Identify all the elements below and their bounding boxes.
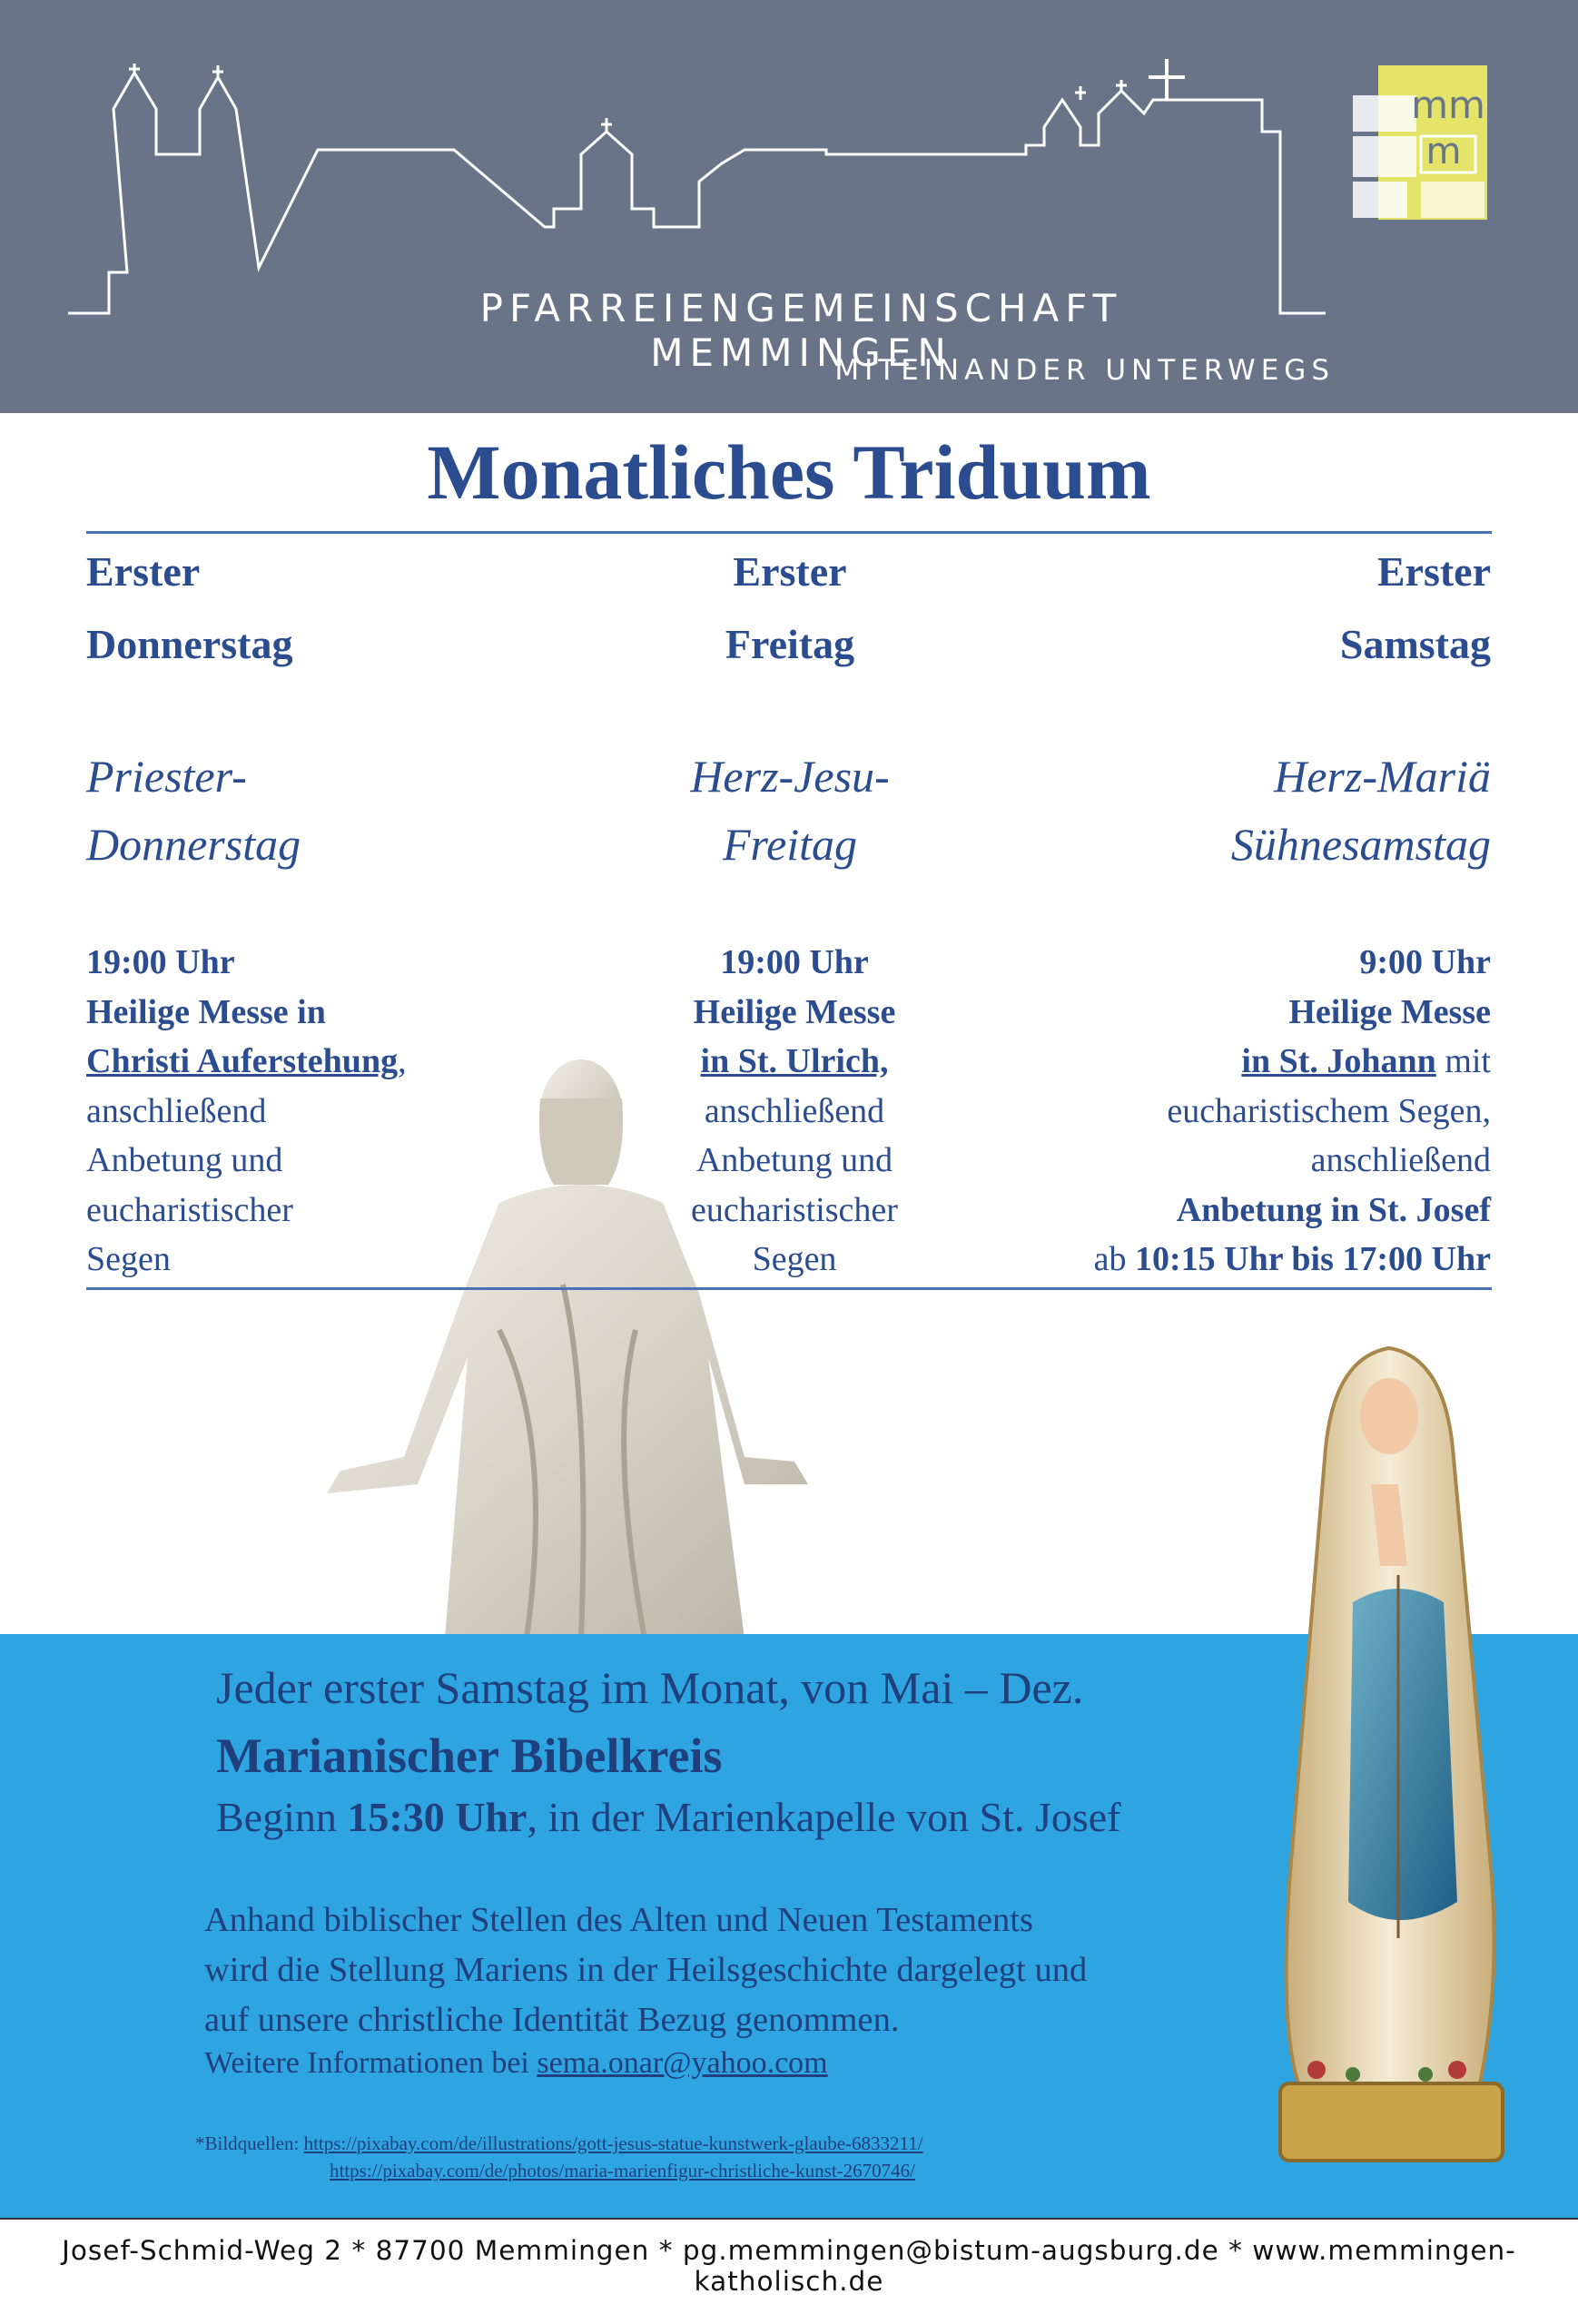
footer-contact: Josef-Schmid-Weg 2 * 87700 Memmingen * pg.memmingen@bistum-augsburg.de * www.memmingen-katholisch.de — [62, 2235, 1516, 2297]
day-subtitle-friday: Herz-Jesu- Freitag — [690, 751, 890, 870]
schedule-saturday: 9:00 Uhr Heilige Messe in St. Johann mit eucharistischem Segen, anschließend Anbetung in St. Josef ab 10:15 Uhr bis 17:00 Uhr — [1093, 943, 1491, 1278]
title-divider — [86, 531, 1492, 534]
logo-letters: mm — [1411, 83, 1485, 127]
page-title: Monatliches Triduum — [427, 428, 1151, 516]
source-link-jesus[interactable]: https://pixabay.com/de/illustrations/gott-jesus-statue-kunstwerk-glaube-6833211/ — [303, 2132, 923, 2154]
bibelkreis-start: Beginn 15:30 Uhr, in der Marienkapelle von St. Josef — [216, 1794, 1121, 1840]
day-heading-thursday: Erster Donnerstag — [86, 548, 293, 667]
location-link-st-johann[interactable]: in St. Johann — [1241, 1042, 1436, 1080]
bibelkreis-title: Marianischer Bibelkreis — [216, 1728, 723, 1783]
schedule-thursday: 19:00 Uhr Heilige Messe in Christi Auferstehung, anschließend Anbetung und eucharistischer Segen — [86, 943, 407, 1278]
source-link-mary[interactable]: https://pixabay.com/de/photos/maria-marienfigur-christliche-kunst-2670746/ — [330, 2160, 915, 2181]
bibelkreis-frequency: Jeder erster Samstag im Monat, von Mai – Dez. — [216, 1662, 1084, 1713]
organization-tagline: MITEINANDER UNTERWEGS — [834, 354, 1335, 387]
contact-email-link[interactable]: sema.onar@yahoo.com — [537, 2046, 828, 2080]
schedule-friday: 19:00 Uhr Heilige Messe in St. Ulrich, anschließend Anbetung und eucharistischer Segen — [691, 943, 898, 1278]
location-link-christi-auferstehung[interactable]: Christi Auferstehung — [86, 1042, 399, 1080]
day-heading-friday: Erster Freitag — [725, 548, 855, 667]
schedule-divider — [86, 1287, 1492, 1290]
footer-divider — [0, 2218, 1578, 2220]
mary-statue-image — [1262, 1339, 1516, 2165]
contact-info: Weitere Informationen bei sema.onar@yahoo.com — [204, 2046, 828, 2080]
parish-logo — [1353, 64, 1489, 222]
location-link-st-ulrich[interactable]: in St. Ulrich, — [700, 1042, 889, 1080]
day-subtitle-saturday: Herz-Mariä Sühnesamstag — [1230, 751, 1491, 870]
header-banner — [0, 0, 1578, 413]
image-sources: *Bildquellen: https://pixabay.com/de/illustrations/gott-jesus-statue-kunstwerk-glaube-6833211/ https://pixabay.com/de/photos/maria-marienfigur-christliche-kunst-2670746/ — [195, 2132, 923, 2181]
day-heading-saturday: Erster Samstag — [1339, 548, 1491, 667]
svg-text:m: m — [1425, 131, 1462, 172]
bibelkreis-description: Anhand biblischer Stellen des Alten und Neuen Testaments wird die Stellung Mariens in der Heilsgeschichte dargelegt und auf unsere christliche Identität Bezug genommen. — [204, 1901, 1088, 2039]
organization-name: PFARREIENGEMEINSCHAFT MEMMINGEN — [479, 286, 1123, 375]
day-subtitle-thursday: Priester- Donnerstag — [86, 751, 301, 870]
